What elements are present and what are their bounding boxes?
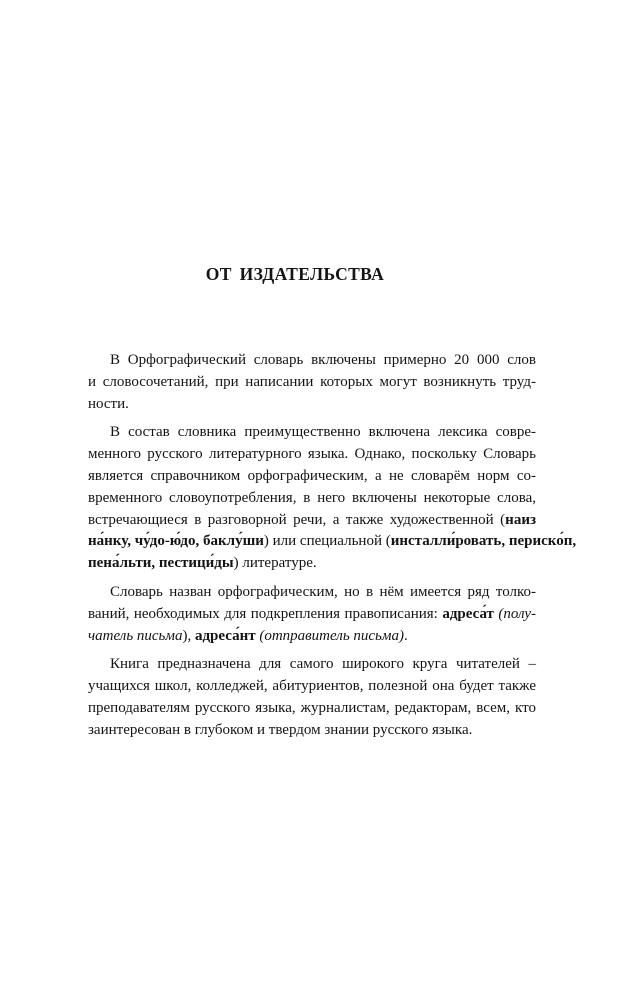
paragraph-3 [88,582,536,647]
text-line [88,604,536,626]
text-line [88,531,577,553]
text-line: преподавателям русского языка, журналистам, редакторам, всем, кто [88,699,536,716]
text-line: временного словоупотребления, в него включены некоторые слова, [88,489,536,506]
text-line: Книга предназначена для самого широкого круга читателей – [110,656,536,673]
bold-term: на́нку, чу́до-ю́до, баклу́ши [88,533,264,550]
text-line: является справочником орфографическим, а не словарём норм со- [88,467,536,484]
text-line: и словосочетаний, при написании которых могут возникнуть труд- [88,373,536,390]
text-segment: встречающиеся в разговорной речи, а также художественной ( [88,511,506,528]
text-line [88,510,536,532]
bold-term: пена́льти, пестици́ды [88,555,234,572]
italic-gloss: (полу- [498,605,537,622]
bold-term: адреса́нт [194,627,256,644]
text-line: В Орфографический словарь включены примерно 20 000 слов [110,352,536,368]
text-line: менного русского литературного языка. Однако, поскольку Словарь [88,446,536,463]
paragraph-2 [88,422,577,575]
text-segment: ) или специальной ( [263,533,391,550]
text-line [88,553,536,575]
text-line: ности. [88,395,129,412]
paragraph-1 [88,350,536,415]
text-segment: ), [182,627,195,644]
text-segment: ваний, необходимых для подкрепления правописания: [88,605,443,622]
text-line: учащихся школ, колледжей, абитуриентов, полезной она будет также [88,678,536,695]
text-line: В состав словника преимущественно включена лексика совре- [110,424,536,441]
text-line: заинтересован в глубоком и твердом знании русского языка. [88,721,473,738]
italic-gloss: (отправитель письма) [259,627,404,644]
bold-term: адреса́т [442,605,494,622]
bold-term: наиз [505,511,536,528]
italic-gloss: чатель письма [88,627,183,644]
paragraph-4 [88,654,536,741]
text-line [88,626,536,648]
page-title: ОТ ИЗДАТЕЛЬСТВА [205,264,385,284]
text-segment: ) литературе. [233,555,317,572]
body-text [88,350,577,749]
text-line: Словарь назван орфографическим, но в нём имеется ряд толко- [110,583,536,600]
bold-term: инсталли́ровать, периско́п, [390,533,577,550]
text-segment: . [403,627,408,644]
